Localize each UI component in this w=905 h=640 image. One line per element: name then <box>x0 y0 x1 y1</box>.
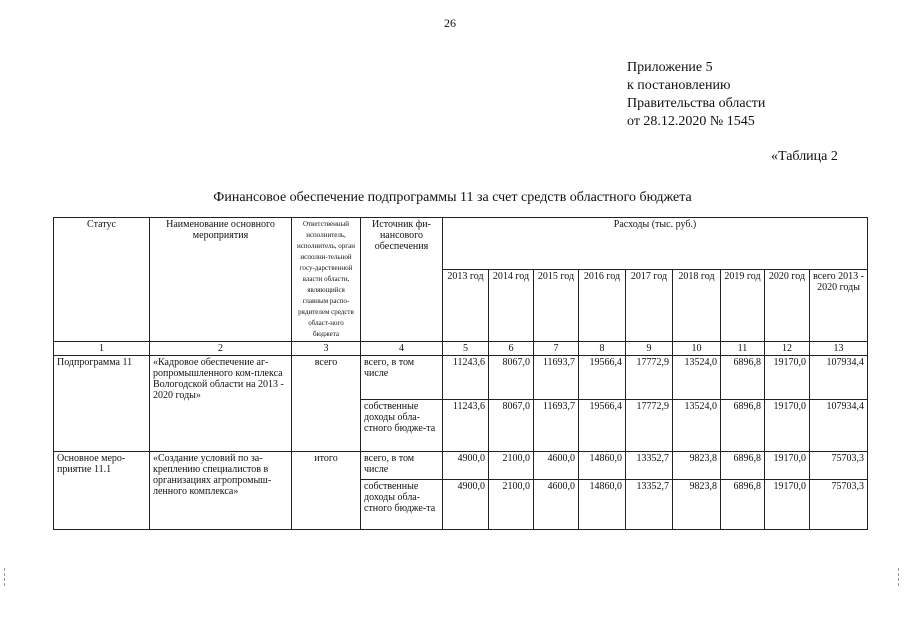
column-numbers-row <box>54 342 868 356</box>
value-cell: 19566,4 <box>579 356 626 400</box>
row-status: Подпрограмма 11 <box>54 356 150 452</box>
row-name: «Создание условий по за-креплению специалистов в организациях агропромыш-ленного комплекса» <box>150 452 292 530</box>
value-cell: 6896,8 <box>721 480 765 530</box>
value-cell: 107934,4 <box>810 400 868 452</box>
value-cell: 14860,0 <box>579 452 626 480</box>
value-cell: 13352,7 <box>626 452 673 480</box>
header-year: 2015 год <box>534 270 579 342</box>
header-name: Наименование основного мероприятия <box>150 218 292 342</box>
value-cell: 4900,0 <box>443 452 489 480</box>
header-year: 2020 год <box>765 270 810 342</box>
header-year: 2016 год <box>579 270 626 342</box>
value-cell: 8067,0 <box>489 356 534 400</box>
value-cell: 4600,0 <box>534 480 579 530</box>
value-cell: 17772,9 <box>626 356 673 400</box>
column-number: 12 <box>765 342 810 356</box>
right-margin-mark <box>898 568 900 586</box>
value-cell: 19170,0 <box>765 480 810 530</box>
table-row <box>54 356 868 400</box>
row-source: собственные доходы обла-стного бюдже-та <box>361 400 443 452</box>
value-cell: 4900,0 <box>443 480 489 530</box>
value-cell: 19170,0 <box>765 452 810 480</box>
column-number: 13 <box>810 342 868 356</box>
header-year: всего 2013 - 2020 годы <box>810 270 868 342</box>
row-source: всего, в том числе <box>361 356 443 400</box>
value-cell: 19170,0 <box>765 356 810 400</box>
column-number: 9 <box>626 342 673 356</box>
row-status: Основное меро-приятие 11.1 <box>54 452 150 530</box>
header-row-1 <box>54 218 868 270</box>
table-row <box>54 452 868 480</box>
document-title: Финансовое обеспечение подпрограммы 11 за счет средств областного бюджета <box>213 190 692 205</box>
header-expenses: Расходы (тыс. руб.) <box>443 218 868 270</box>
appendix-line: Правительства области <box>627 96 766 111</box>
value-cell: 19170,0 <box>765 400 810 452</box>
value-cell: 8067,0 <box>489 400 534 452</box>
column-number: 10 <box>673 342 721 356</box>
appendix-line: Приложение 5 <box>627 60 713 75</box>
value-cell: 9823,8 <box>673 480 721 530</box>
value-cell: 6896,8 <box>721 356 765 400</box>
value-cell: 11243,6 <box>443 356 489 400</box>
page-number: 26 <box>444 16 456 30</box>
row-source: всего, в том числе <box>361 452 443 480</box>
value-cell: 2100,0 <box>489 452 534 480</box>
financing-table <box>53 217 868 530</box>
value-cell: 13524,0 <box>673 356 721 400</box>
value-cell: 13352,7 <box>626 480 673 530</box>
left-margin-mark <box>4 568 6 586</box>
value-cell: 6896,8 <box>721 452 765 480</box>
value-cell: 107934,4 <box>810 356 868 400</box>
column-number: 3 <box>292 342 361 356</box>
value-cell: 13524,0 <box>673 400 721 452</box>
value-cell: 14860,0 <box>579 480 626 530</box>
header-year: 2014 год <box>489 270 534 342</box>
column-number: 5 <box>443 342 489 356</box>
value-cell: 75703,3 <box>810 452 868 480</box>
column-number: 6 <box>489 342 534 356</box>
value-cell: 11693,7 <box>534 400 579 452</box>
header-executor: Ответственный исполнитель, исполнитель, орган исполни-тельной госу-дарственной власти области, являющийся главным распо-рядителем средств област-ного бюджета <box>292 218 361 342</box>
appendix-date-line: от 28.12.2020 № 1545 <box>627 114 755 129</box>
column-number: 7 <box>534 342 579 356</box>
column-number: 1 <box>54 342 150 356</box>
table-label: «Таблица 2 <box>771 149 838 164</box>
value-cell: 6896,8 <box>721 400 765 452</box>
column-number: 4 <box>361 342 443 356</box>
header-year: 2019 год <box>721 270 765 342</box>
value-cell: 19566,4 <box>579 400 626 452</box>
header-source: Источник фи-нансового обеспечения <box>361 218 443 342</box>
appendix-block <box>627 59 765 131</box>
value-cell: 11693,7 <box>534 356 579 400</box>
value-cell: 9823,8 <box>673 452 721 480</box>
column-number: 2 <box>150 342 292 356</box>
header-status: Статус <box>54 218 150 342</box>
header-year: 2018 год <box>673 270 721 342</box>
value-cell: 75703,3 <box>810 480 868 530</box>
header-year: 2017 год <box>626 270 673 342</box>
row-name: «Кадровое обеспечение аг-ропромышленного ком-плекса Вологодской области на 2013 - 2020 годы» <box>150 356 292 452</box>
header-year: 2013 год <box>443 270 489 342</box>
value-cell: 2100,0 <box>489 480 534 530</box>
column-number: 8 <box>579 342 626 356</box>
value-cell: 11243,6 <box>443 400 489 452</box>
value-cell: 4600,0 <box>534 452 579 480</box>
appendix-line: к постановлению <box>627 78 731 93</box>
row-executor: итого <box>292 452 361 530</box>
row-executor: всего <box>292 356 361 452</box>
column-number: 11 <box>721 342 765 356</box>
row-source: собственные доходы обла-стного бюдже-та <box>361 480 443 530</box>
value-cell: 17772,9 <box>626 400 673 452</box>
